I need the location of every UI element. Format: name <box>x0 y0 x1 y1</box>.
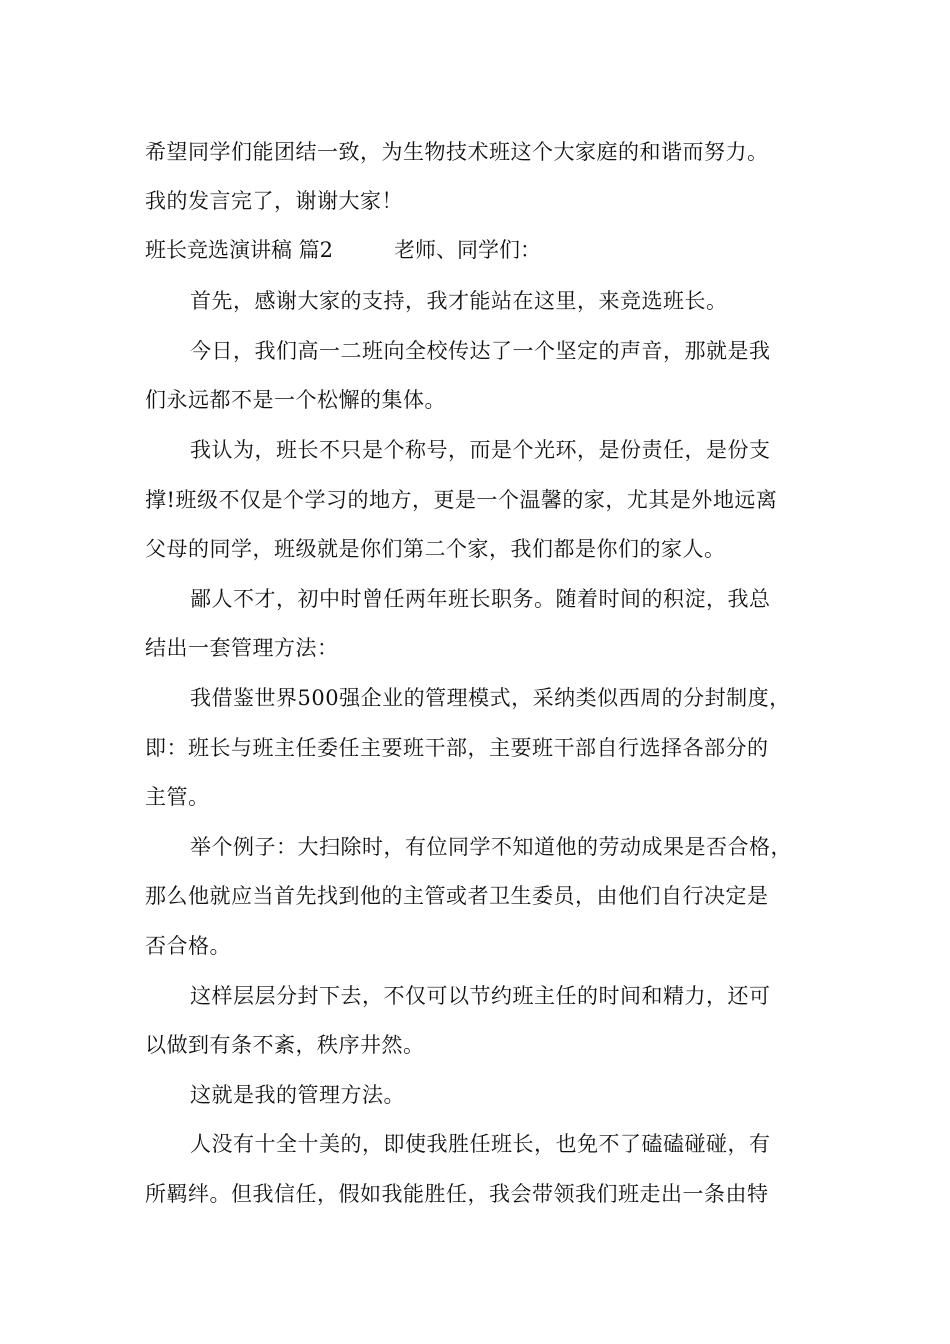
paragraph-line: 首先，感谢大家的支持，我才能站在这里，来竞选班长。 <box>190 289 728 313</box>
paragraph-line: 结出一套管理方法： <box>145 636 339 660</box>
paragraph-line: 即：班长与班主任委任主要班干部，主要班干部自行选择各部分的 <box>145 736 769 760</box>
paragraph-line: 们永远都不是一个松懈的集体。 <box>145 388 446 412</box>
section-heading: 班长竞选演讲稿 篇2 <box>145 238 334 262</box>
paragraph-line: 这就是我的管理方法。 <box>190 1083 405 1107</box>
paragraph-line: 鄙人不才，初中时曾任两年班长职务。随着时间的积淀，我总 <box>190 587 771 611</box>
paragraph-line: 我的发言完了，谢谢大家！ <box>145 189 403 213</box>
paragraph-line: 这样层层分封下去，不仅可以节约班主任的时间和精力，还可 <box>190 984 771 1008</box>
paragraph-line: 否合格。 <box>145 934 231 958</box>
paragraph-line: 主管。 <box>145 785 210 809</box>
paragraph-line: 我认为，班长不只是个称号，而是个光环，是份责任，是份支 <box>190 438 771 462</box>
paragraph-line: 撑!班级不仅是个学习的地方，更是一个温馨的家，尤其是外地远离 <box>145 488 778 512</box>
paragraph-line: 希望同学们能团结一致，为生物技术班这个大家庭的和谐而努力。 <box>145 140 769 164</box>
paragraph-line: 我借鉴世界500强企业的管理模式，采纳类似西周的分封制度， <box>190 686 791 710</box>
paragraph-line: 以做到有条不紊，秩序井然。 <box>145 1033 425 1057</box>
paragraph-line: 人没有十全十美的，即使我胜任班长，也免不了磕磕碰碰，有 <box>190 1132 771 1156</box>
paragraph-line: 那么他就应当首先找到他的主管或者卫生委员，由他们自行决定是 <box>145 884 769 908</box>
paragraph-line: 举个例子：大扫除时，有位同学不知道他的劳动成果是否合格， <box>190 835 792 859</box>
paragraph-line: 所羁绊。但我信任，假如我能胜任，我会带领我们班走出一条由特 <box>145 1182 769 1206</box>
greeting-line: 老师、同学们： <box>394 238 541 262</box>
paragraph-line: 父母的同学，班级就是你们第二个家，我们都是你们的家人。 <box>145 537 726 561</box>
paragraph-line: 今日，我们高一二班向全校传达了一个坚定的声音，那就是我 <box>190 339 771 363</box>
